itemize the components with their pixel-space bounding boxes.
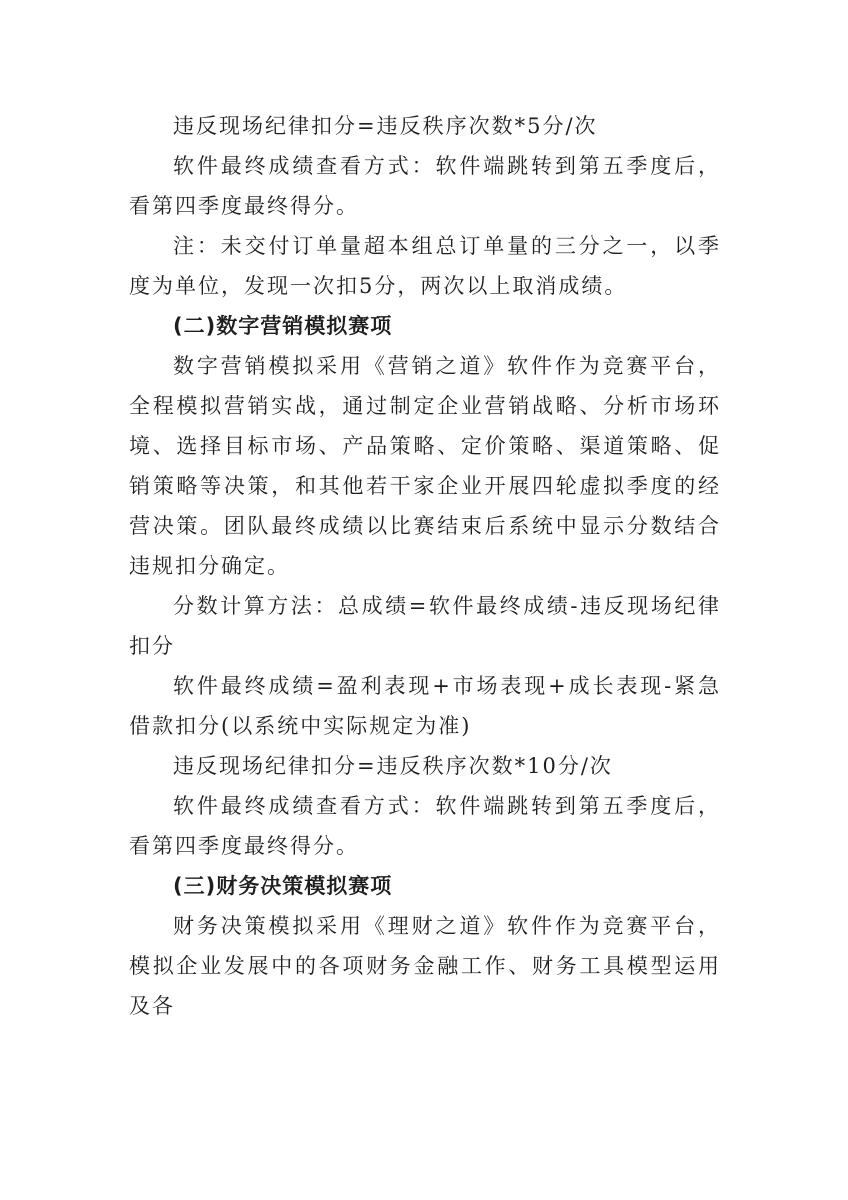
section-heading-financial-decision: (三)财务决策模拟赛项: [173, 874, 393, 898]
paragraph-score-view-method: 软件最终成绩查看方式：软件端跳转到第五季度后，看第四季度最终得分。: [129, 154, 721, 218]
document-body: [129, 106, 721, 1026]
paragraph-discipline-deduction-10: 违反现场纪律扣分=违反秩序次数*10分/次: [173, 754, 613, 778]
paragraph-digital-marketing-intro: 数字营销模拟采用《营销之道》软件作为竞赛平台，全程模拟营销实战，通过制定企业营销战略、分析市场环境、选择目标市场、产品策略、定价策略、渠道策略、促销策略等决策，和其他若干家企业开展四轮虚拟季度的经营决策。团队最终成绩以比赛结束后系统中显示分数结合违规扣分确定。: [129, 354, 721, 578]
paragraph-discipline-deduction-5: 违反现场纪律扣分=违反秩序次数*5分/次: [173, 114, 598, 138]
paragraph-financial-decision-intro: 财务决策模拟采用《理财之道》软件作为竞赛平台，模拟企业发展中的各项财务金融工作、财务工具模型运用及各: [129, 914, 721, 1018]
paragraph-score-view-method-2: 软件最终成绩查看方式：软件端跳转到第五季度后，看第四季度最终得分。: [129, 794, 721, 858]
paragraph-score-calculation: 分数计算方法：总成绩=软件最终成绩-违反现场纪律扣分: [129, 594, 721, 658]
paragraph-software-final-score: 软件最终成绩=盈利表现+市场表现+成长表现-紧急借款扣分(以系统中实际规定为准): [129, 674, 721, 738]
section-heading-digital-marketing: (二)数字营销模拟赛项: [173, 314, 393, 338]
paragraph-note-undelivered-orders: 注：未交付订单量超本组总订单量的三分之一，以季度为单位，发现一次扣5分，两次以上取消成绩。: [129, 234, 721, 298]
